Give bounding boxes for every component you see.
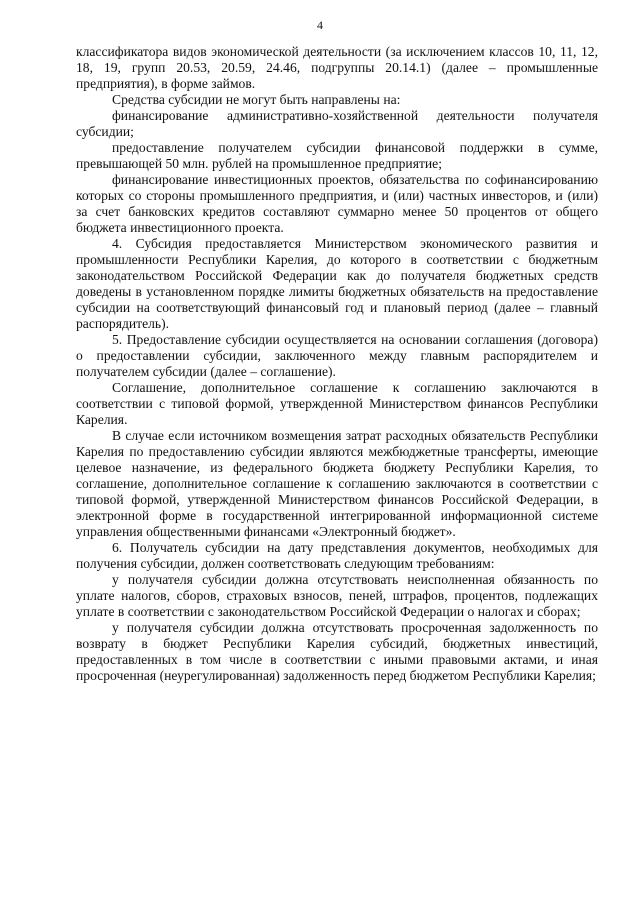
- paragraph: 4. Субсидия предоставляется Министерством экономического развития и промышленности Республики Карелия, до которого в соответствии с бюджетным законодательством Российской Федерации как до получателя бюджетных средств доведены в установленном порядке лимиты бюджетных обязательств на предоставление субсидии на соответствующий финансовый год и плановый период (далее – главный распорядитель).: [76, 236, 598, 331]
- document-body: [76, 44, 598, 684]
- page-number: 4: [317, 18, 323, 32]
- paragraph: классификатора видов экономической деятельности (за исключением классов 10, 11, 12, 18, 19, групп 20.53, 20.59, 24.46, подгруппы 20.14.1) (далее – промышленные предприятия), в форме займов.: [76, 44, 598, 91]
- paragraph: у получателя субсидии должна отсутствовать просроченная задолженность по возврату в бюджет Республики Карелия субсидий, бюджетных инвестиций, предоставленных в том числе в соответствии с иными правовыми актами, и иная просроченная (неурегулированная) задолженность перед бюджетом Республики Карелия;: [76, 620, 598, 683]
- paragraph: финансирование административно-хозяйственной деятельности получателя субсидии;: [76, 108, 598, 139]
- paragraph: предоставление получателем субсидии финансовой поддержки в сумме, превышающей 50 млн. рублей на промышленное предприятие;: [76, 140, 598, 171]
- paragraph: 6. Получатель субсидии на дату представления документов, необходимых для получения субсидии, должен соответствовать следующим требованиям:: [76, 540, 598, 571]
- paragraph: Соглашение, дополнительное соглашение к соглашению заключаются в соответствии с типовой формой, утвержденной Министерством финансов Республики Карелия.: [76, 380, 598, 427]
- paragraph: В случае если источником возмещения затрат расходных обязательств Республики Карелия по предоставлению субсидии являются межбюджетные трансферты, имеющие целевое назначение, из федерального бюджета бюджету Республики Карелия, то соглашение, дополнительное соглашение к соглашению заключаются в соответствии с типовой формой, утвержденной Министерством финансов Российской Федерации, в электронной форме в государственной интегрированной информационной системе управления общественными финансами «Электронный бюджет».: [76, 428, 598, 539]
- paragraph: Средства субсидии не могут быть направлены на:: [112, 92, 401, 107]
- paragraph: 5. Предоставление субсидии осуществляется на основании соглашения (договора) о предоставлении субсидии, заключенного между главным распорядителем и получателем субсидии (далее – соглашение).: [76, 332, 598, 379]
- paragraph: у получателя субсидии должна отсутствовать неисполненная обязанность по уплате налогов, сборов, страховых взносов, пеней, штрафов, процентов, подлежащих уплате в соответствии с законодательством Российской Федерации о налогах и сборах;: [76, 572, 598, 619]
- paragraph: финансирование инвестиционных проектов, обязательства по софинансированию которых со стороны промышленного предприятия, и (или) частных инвесторов, и (или) за счет банковских кредитов составляют суммарно менее 50 процентов от общего бюджета инвестиционного проекта.: [76, 172, 598, 235]
